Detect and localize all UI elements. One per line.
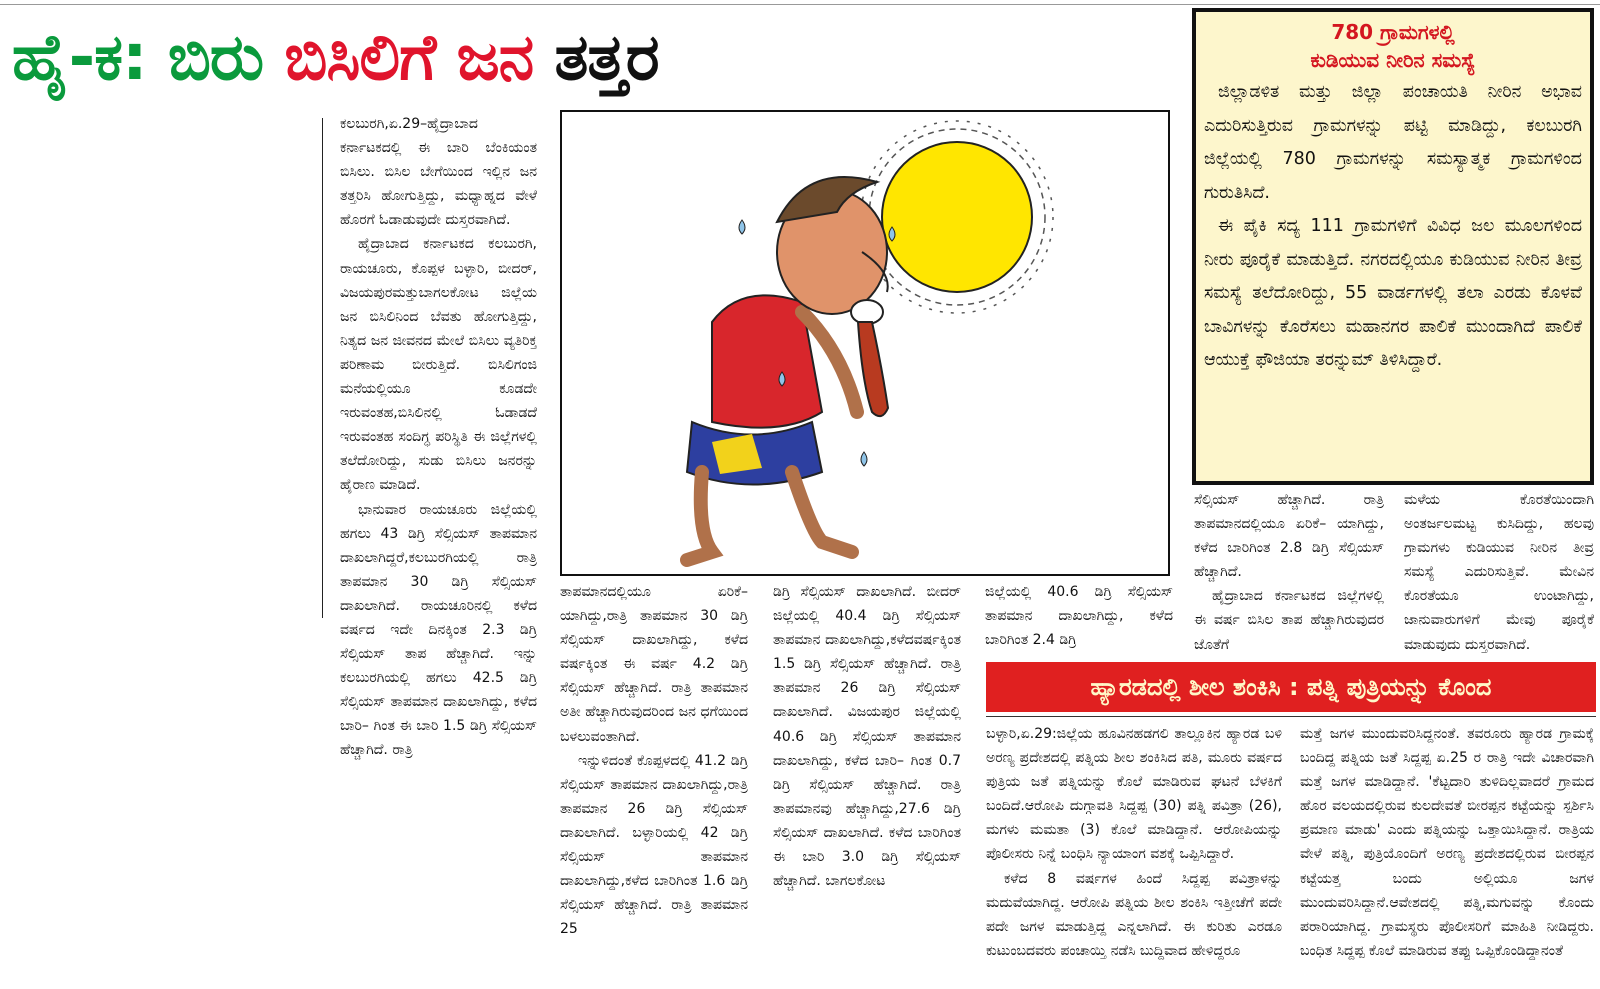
article-paragraph: ಕಳೆದ 8 ವರ್ಷಗಳ ಹಿಂದೆ ಸಿದ್ದಪ್ಪ ಪವಿತ್ರಾಳನ್ನು ಮದುವೆಯಾಗಿದ್ದ. ಆರೋಪಿ ಪತ್ನಿಯ ಶೀಲ ಶಂಕಿಸಿ ಇತ್ತೀಚೆಗೆ ಪದೇ ಪದೇ ಜಗಳ ಮಾಡುತ್ತಿದ್ದ ಎನ್ನಲಾಗಿದೆ. ಈ ಕುರಿತು ಎರಡೂ ಕುಟುಂಬದವರು ಪಂಚಾಯ್ತಿ ನಡೆಸಿ ಬುದ್ದಿವಾದ ಹೇಳಿದ್ದರೂ: [986, 870, 1282, 959]
box-paragraph: ಈ ಪೈಕಿ ಸದ್ಯ 111 ಗ್ರಾಮಗಳಿಗೆ ವಿವಿಧ ಜಲ ಮೂಲಗಳಿಂದ ನೀರು ಪೂರೈಕೆ ಮಾಡುತ್ತಿದೆ. ನಗರದಲ್ಲಿಯೂ ಕುಡಿಯುವ ನೀರಿನ ತೀವ್ರ ಸಮಸ್ಯೆ ತಲೆದೋರಿದ್ದು, 55 ವಾರ್ಡಗಳಲ್ಲಿ ತಲಾ ಎರಡು ಕೊಳವೆ ಬಾವಿಗಳನ್ನು ಕೊರೆಸಲು ಮಹಾನಗರ ಪಾಲಿಕೆ ಮುಂದಾಗಿದೆ ಪಾಲಿಕೆ ಆಯುಕ್ತೆ ಫೌಜಿಯಾ ತರನ್ನುಮ್ ತಿಳಿಸಿದ್ದಾರೆ.: [1204, 216, 1582, 370]
headline-part-1: ಹೈ-ಕ: ಬಿರು: [12, 21, 285, 95]
article-column-3: [773, 580, 961, 982]
column-rule: [322, 118, 323, 618]
article-paragraph: ಹೈದ್ರಾಬಾದ ಕರ್ನಾಟಕದ ಜಿಲ್ಲೆಗಳಲ್ಲಿ ಈ ವರ್ಷ ಬಿಸಿಲ ತಾಪ ಹೆಚ್ಚಾಗಿರುವುದರ ಜೊತೆಗೆ: [1194, 588, 1384, 653]
article-paragraph: ಹೈದ್ರಾಬಾದ ಕರ್ನಾಟಕದ ಕಲಬುರಗಿ, ರಾಯಚೂರು, ಕೊಪ್ಪಳ ಬಳ್ಳಾರಿ, ಬೀದರ್, ವಿಜಯಪುರಮತ್ತುಬಾಗಲಕೋಟ ಜಿಲ್ಲೆಯ ಜನ ಬಿಸಿಲಿನಿಂದ ಬೆವತು ಹೋಗುತ್ತಿದ್ದು, ನಿತ್ಯದ ಜನ ಜೀವನದ ಮೇಲೆ ಬಿಸಿಲು ವ್ಯತಿರಿಕ್ತ ಪರಿಣಾಮ ಬೀರುತ್ತಿದೆ. ಬಿಸಿಲಿಗಂಜಿ ಮನೆಯಲ್ಲಿಯೂ ಕೂಡದೇ ಇರುವಂತಹ,ಬಿಸಿಲಿನಲ್ಲಿ ಓಡಾಡದೆ ಇರುವಂತಹ ಸಂದಿಗ್ಧ ಪರಿಸ್ಥಿತಿ ಈ ಜಿಲ್ಲೆಗಳಲ್ಲಿ ತಲೆದೋರಿದ್ದು, ಸುಡು ಬಿಸಿಲು ಜನರನ್ನು ಹೈರಾಣ ಮಾಡಿದೆ.: [340, 236, 537, 494]
article-paragraph: ಸೆಲ್ಸಿಯಸ್ ಹೆಚ್ಚಾಗಿದೆ. ರಾತ್ರಿ ತಾಪಮಾನದಲ್ಲಿಯೂ ಏರಿಕೆ– ಯಾಗಿದ್ದು, ಕಳೆದ ಬಾರಿಗಿಂತ 2.8 ಡಿಗ್ರಿ ಸೆಲ್ಸಿಯಸ್ ಹೆಚ್ಚಾಗಿದೆ.: [1194, 492, 1384, 581]
article-paragraph: ಭಾನುವಾರ ರಾಯಚೂರು ಜಿಲ್ಲೆಯಲ್ಲಿ ಹಗಲು 43 ಡಿಗ್ರಿ ಸೆಲ್ಸಿಯಸ್ ತಾಪಮಾನ ದಾಖಲಾಗಿದ್ದರೆ,ಕಲಬುರಗಿಯಲ್ಲಿ ರಾತ್ರಿ ತಾಪಮಾನ 30 ಡಿಗ್ರಿ ಸೆಲ್ಸಿಯಸ್ ದಾಖಲಾಗಿದೆ. ರಾಯಚೂರಿನಲ್ಲಿ ಕಳೆದ ವರ್ಷದ ಇದೇ ದಿನಕ್ಕಿಂತ 2.3 ಡಿಗ್ರಿ ಸೆಲ್ಸಿಯಸ್ ತಾಪ ಹೆಚ್ಚಾಗಿದೆ. ಇನ್ನು ಕಲಬುರಗಿಯಲ್ಲಿ ಹಗಲು 42.5 ಡಿಗ್ರಿ ಸೆಲ್ಸಿಯಸ್ ತಾಪಮಾನ ದಾಖಲಾಗಿದ್ದು, ಕಳೆದ ಬಾರಿ– ಗಿಂತ ಈ ಬಾರಿ 1.5 ಡಿಗ್ರಿ ಸೆಲ್ಸಿಯಸ್ ಹೆಚ್ಚಾಗಿದೆ. ರಾತ್ರಿ: [340, 501, 537, 759]
article-column-4: [985, 580, 1173, 660]
box-paragraph: ಜಿಲ್ಲಾಡಳಿತ ಮತ್ತು ಜಿಲ್ಲಾ ಪಂಚಾಯತಿ ನೀರಿನ ಅಭಾವ ಎದುರಿಸುತ್ತಿರುವ ಗ್ರಾಮಗಳನ್ನು ಪಟ್ಟಿ ಮಾಡಿದ್ದು, ಕಲಬುರಗಿ ಜಿಲ್ಲೆಯಲ್ಲಿ 780 ಗ್ರಾಮಗಳನ್ನು ಸಮಸ್ಯಾತ್ಮಕ ಗ್ರಾಮಗಳಿಂದ ಗುರುತಿಸಿದೆ.: [1204, 82, 1582, 203]
article-column-6: [1404, 488, 1594, 656]
article-paragraph: ಬಳ್ಳಾರಿ,ಏ.29:ಜಿಲ್ಲೆಯ ಹೂವಿನಹಡಗಲಿ ತಾಲ್ಲೂಕಿನ ಹ್ಯಾರಡ ಬಳಿ ಅರಣ್ಯ ಪ್ರದೇಶದಲ್ಲಿ ಪತ್ನಿಯ ಶೀಲ ಶಂಕಿಸಿದ ಪತಿ, ಮೂರು ವರ್ಷದ ಪುತ್ರಿಯ ಜತೆ ಪತ್ನಿಯನ್ನು ಕೊಲೆ ಮಾಡಿರುವ ಘಟನೆ ಬೆಳಕಿಗೆ ಬಂದಿದೆ.ಆರೋಪಿ ದುಗ್ಗಾವತಿ ಸಿದ್ದಪ್ಪ (30) ಪತ್ನಿ ಪವಿತ್ರಾ (26), ಮಗಳು ಮಮತಾ (3) ಕೊಲೆ ಮಾಡಿದ್ದಾನೆ. ಆರೋಪಿಯನ್ನು ಪೊಲೀಸರು ನಿನ್ನೆ ಬಂಧಿಸಿ ನ್ಯಾಯಾಂಗ ವಶಕ್ಕೆ ಒಪ್ಪಿಸಿದ್ದಾರೆ.: [986, 726, 1282, 863]
article-paragraph: ಇನ್ನುಳಿದಂತೆ ಕೊಪ್ಪಳದಲ್ಲಿ 41.2 ಡಿಗ್ರಿ ಸೆಲ್ಸಿಯಸ್ ತಾಪಮಾನ ದಾಖಲಾಗಿದ್ದು,ರಾತ್ರಿ ತಾಪಮಾನ 26 ಡಿಗ್ರಿ ಸೆಲ್ಸಿಯಸ್ ದಾಖಲಾಗಿದೆ. ಬಳ್ಳಾರಿಯಲ್ಲಿ 42 ಡಿಗ್ರಿ ಸೆಲ್ಸಿಯಸ್ ತಾಪಮಾನ ದಾಖಲಾಗಿದ್ದು,ಕಳೆದ ಬಾರಿಗಿಂತ 1.6 ಡಿಗ್ರಿ ಸೆಲ್ಸಿಯಸ್ ಹೆಚ್ಚಾಗಿದೆ. ರಾತ್ರಿ ತಾಪಮಾನ 25: [560, 752, 748, 938]
article-column-2: [560, 580, 748, 982]
box-body: [1204, 76, 1582, 378]
article-paragraph: ಡಿಗ್ರಿ ಸೆಲ್ಸಿಯಸ್ ದಾಖಲಾಗಿದೆ. ಬೀದರ್ ಜಿಲ್ಲೆಯಲ್ಲಿ 40.4 ಡಿಗ್ರಿ ಸೆಲ್ಸಿಯಸ್ ತಾಪಮಾನ ದಾಖಲಾಗಿದ್ದು,ಕಳೆದವರ್ಷಕ್ಕಿಂತ 1.5 ಡಿಗ್ರಿ ಸೆಲ್ಸಿಯಸ್ ಹೆಚ್ಚಾಗಿದೆ. ರಾತ್ರಿ ತಾಪಮಾನ 26 ಡಿಗ್ರಿ ಸೆಲ್ಸಿಯಸ್ ದಾಖಲಾಗಿದೆ. ವಿಜಯಪುರ ಜಿಲ್ಲೆಯಲ್ಲಿ 40.6 ಡಿಗ್ರಿ ಸೆಲ್ಸಿಯಸ್ ತಾಪಮಾನ ದಾಖಲಾಗಿದ್ದು, ಕಳೆದ ಬಾರಿ– ಗಿಂತ 0.7 ಡಿಗ್ರಿ ಸೆಲ್ಸಿಯಸ್ ಹೆಚ್ಚಾಗಿದೆ. ರಾತ್ರಿ ತಾಪಮಾನವು ಹೆಚ್ಚಾಗಿದ್ದು,27.6 ಡಿಗ್ರಿ ಸೆಲ್ಸಿಯಸ್ ದಾಖಲಾಗಿದೆ. ಕಳೆದ ಬಾರಿಗಿಂತ ಈ ಬಾರಿ 3.0 ಡಿಗ್ರಿ ಸೆಲ್ಸಿಯಸ್ ಹೆಚ್ಚಾಗಿದೆ. ಬಾಗಲಕೋಟ: [773, 584, 961, 890]
headline-part-3: ತತ್ತರ: [554, 21, 659, 95]
article-paragraph: ಜಿಲ್ಲೆಯಲ್ಲಿ 40.6 ಡಿಗ್ರಿ ಸೆಲ್ಸಿಯಸ್ ತಾಪಮಾನ ದಾಖಲಾಗಿದ್ದು, ಕಳೆದ ಬಾರಿಗಿಂತ 2.4 ಡಿಗ್ರಿ: [985, 584, 1173, 649]
article-column-5: [1194, 488, 1384, 656]
banner-rule: [986, 716, 1596, 717]
box-title-line-2: ಕುಡಿಯುವ ನೀರಿನ ಸಮಸ್ಯೆ: [1310, 48, 1476, 72]
article-paragraph: ತಾಪಮಾನದಲ್ಲಿಯೂ ಏರಿಕೆ– ಯಾಗಿದ್ದು,ರಾತ್ರಿ ತಾಪಮಾನ 30 ಡಿಗ್ರಿ ಸೆಲ್ಸಿಯಸ್ ದಾಖಲಾಗಿದ್ದು, ಕಳೆದ ವರ್ಷಕ್ಕಿಂತ ಈ ವರ್ಷ 4.2 ಡಿಗ್ರಿ ಸೆಲ್ಸಿಯಸ್ ಹೆಚ್ಚಾಗಿದೆ. ರಾತ್ರಿ ತಾಪಮಾನ ಅತೀ ಹೆಚ್ಚಾಗಿರುವುದರಿಂದ ಜನ ಧಗೆಯಿಂದ ಬಳಲುವಂತಾಗಿದೆ.: [560, 584, 748, 745]
sun-icon: [882, 142, 1032, 292]
article-paragraph: ಮಳೆಯ ಕೊರತೆಯಿಂದಾಗಿ ಅಂತರ್ಜಲಮಟ್ಟ ಕುಸಿದಿದ್ದು, ಹಲವು ಗ್ರಾಮಗಳು ಕುಡಿಯುವ ನೀರಿನ ತೀವ್ರ ಸಮಸ್ಯೆ ಎದುರಿಸುತ್ತಿವೆ. ಮೇವಿನ ಕೊರತೆಯೂ ಉಂಟಾಗಿದ್ದು, ಜಾನುವಾರುಗಳಿಗೆ ಮೇವು ಪೂರೈಕೆ ಮಾಡುವುದು ದುಸ್ತರವಾಗಿದೆ.: [1404, 492, 1594, 653]
box-title-line-1: 780 ಗ್ರಾಮಗಳಲ್ಲಿ: [1331, 20, 1455, 44]
sidebar-box: [1192, 8, 1594, 485]
top-rule: [0, 4, 1600, 5]
second-story-column-1: [986, 722, 1282, 982]
second-story-column-2: [1300, 722, 1594, 982]
article-paragraph: ಕಲಬುರಗಿ,ಏ.29–ಹೈದ್ರಾಬಾದ ಕರ್ನಾಟಕದಲ್ಲಿ ಈ ಬಾರಿ ಬೆಂಕಿಯಂತ ಬಿಸಿಲು. ಬಿಸಿಲ ಬೇಗೆಯಿಂದ ಇಲ್ಲಿನ ಜನ ತತ್ತರಿಸಿ ಹೋಗುತ್ತಿದ್ದು, ಮಧ್ಯಾಹ್ನದ ವೇಳೆ ಹೊರಗೆ ಓಡಾಡುವುದೇ ದುಸ್ತರವಾಗಿದೆ.: [340, 116, 537, 229]
second-story-headline: ಹ್ಯಾರಡದಲ್ಲಿ ಶೀಲ ಶಂಕಿಸಿ : ಪತ್ನಿ ಪುತ್ರಿಯನ್ನು ಕೊಂದ: [986, 662, 1596, 712]
article-column-1: [340, 112, 537, 982]
sweating-man-under-sun-icon: [562, 112, 1168, 574]
article-paragraph: ಮತ್ತೆ ಜಗಳ ಮುಂದುವರಿಸಿದ್ದನಂತೆ. ತವರೂರು ಹ್ಯಾರಡ ಗ್ರಾಮಕ್ಕೆ ಬಂದಿದ್ದ ಪತ್ನಿಯ ಜತೆ ಸಿದ್ದಪ್ಪ ಏ.25 ರ ರಾತ್ರಿ ಇದೇ ವಿಚಾರವಾಗಿ ಮತ್ತೆ ಜಗಳ ಮಾಡಿದ್ದಾನೆ. 'ಕೆಟ್ಟದಾರಿ ತುಳಿದಿಲ್ಲವಾದರೆ ಗ್ರಾಮದ ಹೊರ ವಲಯದಲ್ಲಿರುವ ಕುಲದೇವತೆ ಬೀರಪ್ಪನ ಕಟ್ಟೆಯನ್ನು ಸ್ಪರ್ಶಿಸಿ ಪ್ರಮಾಣ ಮಾಡು' ಎಂದು ಪತ್ನಿಯನ್ನು ಒತ್ತಾಯಿಸಿದ್ದಾನೆ. ರಾತ್ರಿಯ ವೇಳೆ ಪತ್ನಿ, ಪುತ್ರಿಯೊಂದಿಗೆ ಅರಣ್ಯ ಪ್ರದೇಶದಲ್ಲಿರುವ ಬೀರಪ್ಪನ ಕಟ್ಟೆಯತ್ತ ಬಂದು ಅಲ್ಲಿಯೂ ಜಗಳ ಮುಂದುವರಿಸಿದ್ದಾನೆ.ಆವೇಶದಲ್ಲಿ ಪತ್ನಿ,ಮಗುವನ್ನು ಕೊಂದು ಪರಾರಿಯಾಗಿದ್ದ. ಗ್ರಾಮಸ್ಥರು ಪೊಲೀಸರಿಗೆ ಮಾಹಿತಿ ನೀಡಿದ್ದರು. ಬಂಧಿತ ಸಿದ್ದಪ್ಪ ಕೊಲೆ ಮಾಡಿರುವ ತಪ್ಪು ಒಪ್ಪಿಕೊಂಡಿದ್ದಾನಂತೆ: [1300, 726, 1594, 959]
illustration-photo: [560, 110, 1170, 576]
headline-part-2: ಬಿಸಿಲಿಗೆ ಜನ: [284, 21, 555, 95]
main-headline: [12, 14, 659, 104]
